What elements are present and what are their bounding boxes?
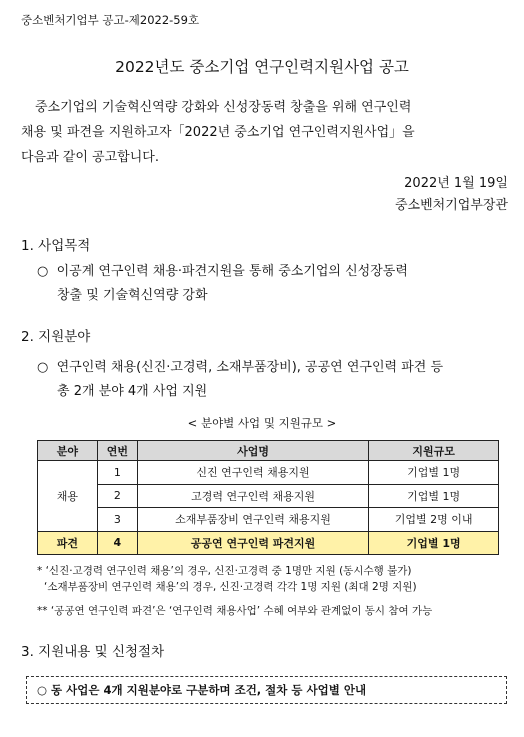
section-heading-fields: 2. 지원분야 xyxy=(21,329,91,345)
bullet-circle-icon: ○ xyxy=(37,264,49,279)
purpose-text-line: 창출 및 기술혁신역량 강화 xyxy=(57,288,208,303)
no-cell: 3 xyxy=(97,508,137,532)
notice-date: 2022년 1월 19일 xyxy=(404,176,508,191)
header-field: 분야 xyxy=(38,441,98,461)
fields-text-line: 연구인력 채용(신진·고경력, 소재부품장비), 공공연 연구인력 파견 등 xyxy=(56,360,444,375)
scale-cell: 기업별 1명 xyxy=(369,461,499,485)
purpose-text-line: 이공계 연구인력 채용·파견지원을 통해 중소기업의 신성장동력 xyxy=(56,264,408,279)
field-cell-dispatch: 파견 xyxy=(38,531,98,555)
program-table xyxy=(37,440,499,555)
intro-line: 중소기업의 기술혁신역량 강화와 신성장동력 창출을 위해 연구인력 xyxy=(35,100,412,115)
table-row-highlight xyxy=(38,531,499,555)
table-row xyxy=(38,461,499,485)
scale-cell: 기업별 2명 이내 xyxy=(369,508,499,532)
footnote-dispatch: ** ‘공공연 연구인력 파견’은 ‘연구인력 채용사업’ 수혜 여부와 관계없이 동시 참여 가능 xyxy=(37,605,433,617)
scale-cell: 기업별 1명 xyxy=(369,484,499,508)
field-cell-hiring: 채용 xyxy=(38,461,98,532)
table-caption: < 분야별 사업 및 지원규모 > xyxy=(187,416,337,430)
footnote-hiring xyxy=(37,563,417,595)
fields-text-line: 총 2개 분야 4개 사업 지원 xyxy=(57,384,208,399)
purpose-bullet xyxy=(37,260,408,308)
footnote-line: ‘소재부품장비 연구인력 채용’의 경우, 신진·고경력 각각 1명 지원 (최대 2명 지원) xyxy=(44,581,417,593)
notice-number: 중소벤처기업부 공고-제2022-59호 xyxy=(21,13,200,27)
issuing-organization: 중소벤처기업부장관 xyxy=(394,198,508,213)
program-cell: 신진 연구인력 채용지원 xyxy=(137,461,368,485)
table-row xyxy=(38,508,499,532)
header-program: 사업명 xyxy=(137,441,368,461)
fields-bullet xyxy=(37,356,443,404)
no-cell: 1 xyxy=(97,461,137,485)
footnote-line: * ‘신진·고경력 연구인력 채용’의 경우, 신진·고경력 중 1명만 지원 (동시수행 불가) xyxy=(37,565,412,577)
bullet-circle-icon: ○ xyxy=(37,360,49,375)
no-cell: 2 xyxy=(97,484,137,508)
program-cell: 고경력 연구인력 채용지원 xyxy=(137,484,368,508)
section-heading-support: 3. 지원내용 및 신청절차 xyxy=(21,644,165,660)
program-cell: 소재부품장비 연구인력 채용지원 xyxy=(137,508,368,532)
intro-line: 채용 및 파견을 지원하고자「2022년 중소기업 연구인력지원사업」을 xyxy=(21,125,415,140)
document-title: 2022년도 중소기업 연구인력지원사업 공고 xyxy=(115,58,409,76)
program-guide-box: ○ 동 사업은 4개 지원분야로 구분하며 조건, 절차 등 사업별 안내 xyxy=(26,676,507,704)
no-cell: 4 xyxy=(97,531,137,555)
header-no: 연번 xyxy=(97,441,137,461)
header-scale: 지원규모 xyxy=(369,441,499,461)
table-header-row xyxy=(38,441,499,461)
section-heading-purpose: 1. 사업목적 xyxy=(21,238,91,254)
program-cell: 공공연 연구인력 파견지원 xyxy=(137,531,368,555)
intro-paragraph xyxy=(21,95,509,170)
table-row xyxy=(38,484,499,508)
intro-line: 다음과 같이 공고합니다. xyxy=(21,150,159,165)
scale-cell: 기업별 1명 xyxy=(369,531,499,555)
